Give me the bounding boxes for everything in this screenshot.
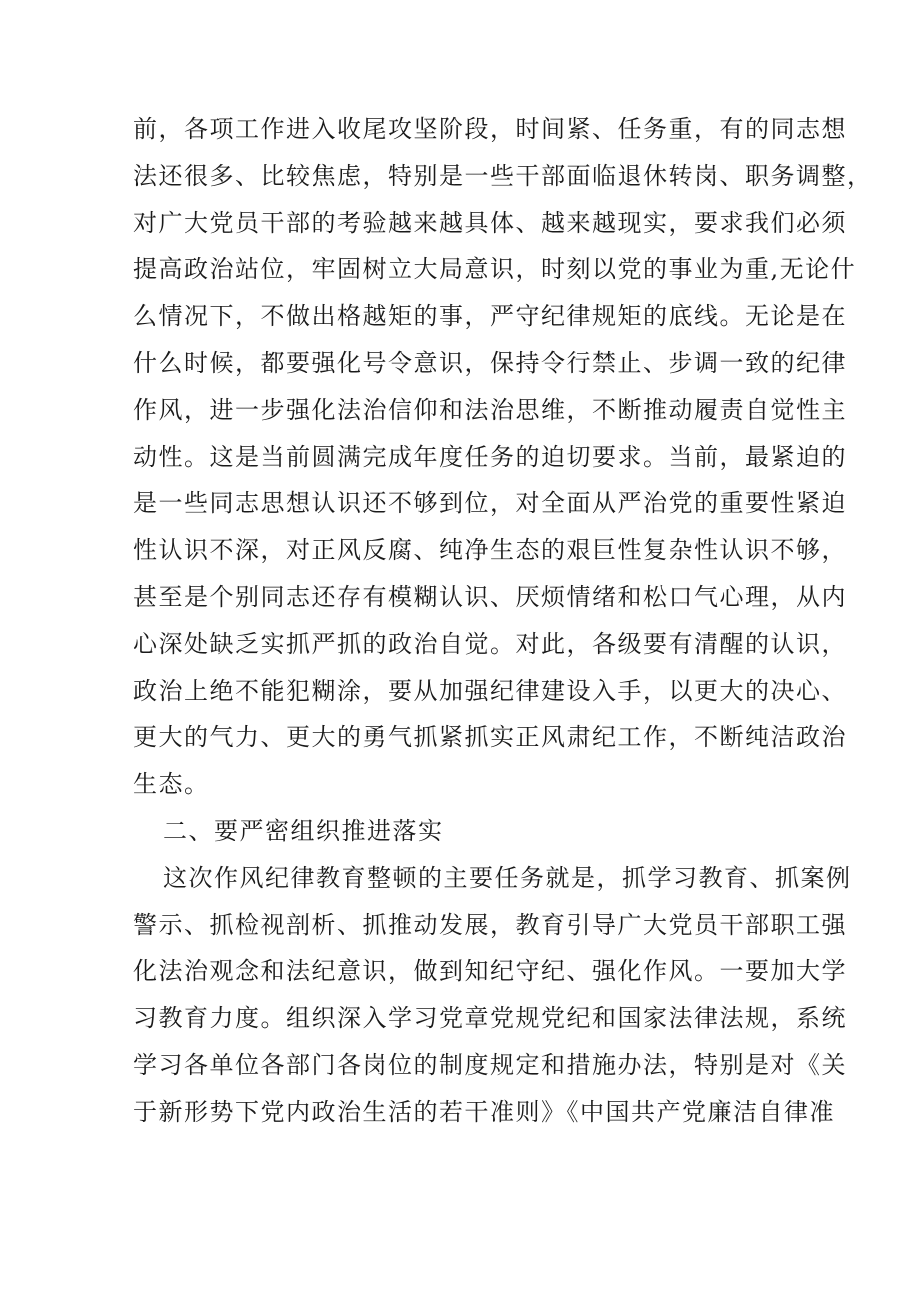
text-line: 动性。这是当前圆满完成年度任务的迫切要求。当前，最紧迫的 xyxy=(133,442,847,471)
text-line: 化法治观念和法纪意识，做到知纪守纪、强化作风。一要加大学 xyxy=(133,957,847,986)
text-line: 性认识不深，对正风反腐、纯净生态的艰巨性复杂性认识不够， xyxy=(133,536,847,565)
text-line: 警示、抓检视剖析、抓推动发展，教育引导广大党员干部职工强 xyxy=(133,910,847,939)
text-line: 前，各项工作进入收尾攻坚阶段，时间紧、任务重，有的同志想 xyxy=(133,115,847,143)
text-line: 法还很多、比较焦虑，特别是一些干部面临退休转岗、职务调整， xyxy=(133,161,873,190)
text-line: 于新形势下党内政治生活的若干准则》《中国共产党廉洁自律准 xyxy=(133,1097,835,1126)
text-line: 生态。 xyxy=(133,770,210,799)
text-line: 政治上绝不能犯糊涂，要从加强纪律建设入手，以更大的决心、 xyxy=(133,676,847,705)
section-heading: 二、要严密组织推进落实 xyxy=(163,816,444,845)
text-line: 甚至是个别同志还存有模糊认识、厌烦情绪和松口气心理，从内 xyxy=(133,582,847,611)
text-line: 是一些同志思想认识还不够到位，对全面从严治党的重要性紧迫 xyxy=(133,489,847,518)
text-line: 对广大党员干部的考验越来越具体、越来越现实，要求我们必须 xyxy=(133,208,847,237)
text-line: 更大的气力、更大的勇气抓紧抓实正风肃纪工作，不断纯洁政治 xyxy=(133,723,847,752)
text-line: 什么时候，都要强化号令意识，保持令行禁止、步调一致的纪律 xyxy=(133,348,847,377)
text-line: 作风，进一步强化法治信仰和法治思维，不断推动履责自觉性主 xyxy=(133,395,847,424)
text-line: 么情况下，不做出格越矩的事，严守纪律规矩的底线。无论是在 xyxy=(133,302,847,331)
document-body xyxy=(133,106,873,1136)
text-line: 学习各单位各部门各岗位的制度规定和措施办法，特别是对《关 xyxy=(133,1050,847,1079)
text-line: 习教育力度。组织深入学习党章党规党纪和国家法律法规，系统 xyxy=(133,1004,847,1033)
paragraph-first-line: 这次作风纪律教育整顿的主要任务就是，抓学习教育、抓案例 xyxy=(163,863,852,892)
text-line: 心深处缺乏实抓严抓的政治自觉。对此，各级要有清醒的认识， xyxy=(133,629,847,658)
text-line: 提高政治站位，牢固树立大局意识，时刻以党的事业为重,无论什 xyxy=(133,255,857,284)
